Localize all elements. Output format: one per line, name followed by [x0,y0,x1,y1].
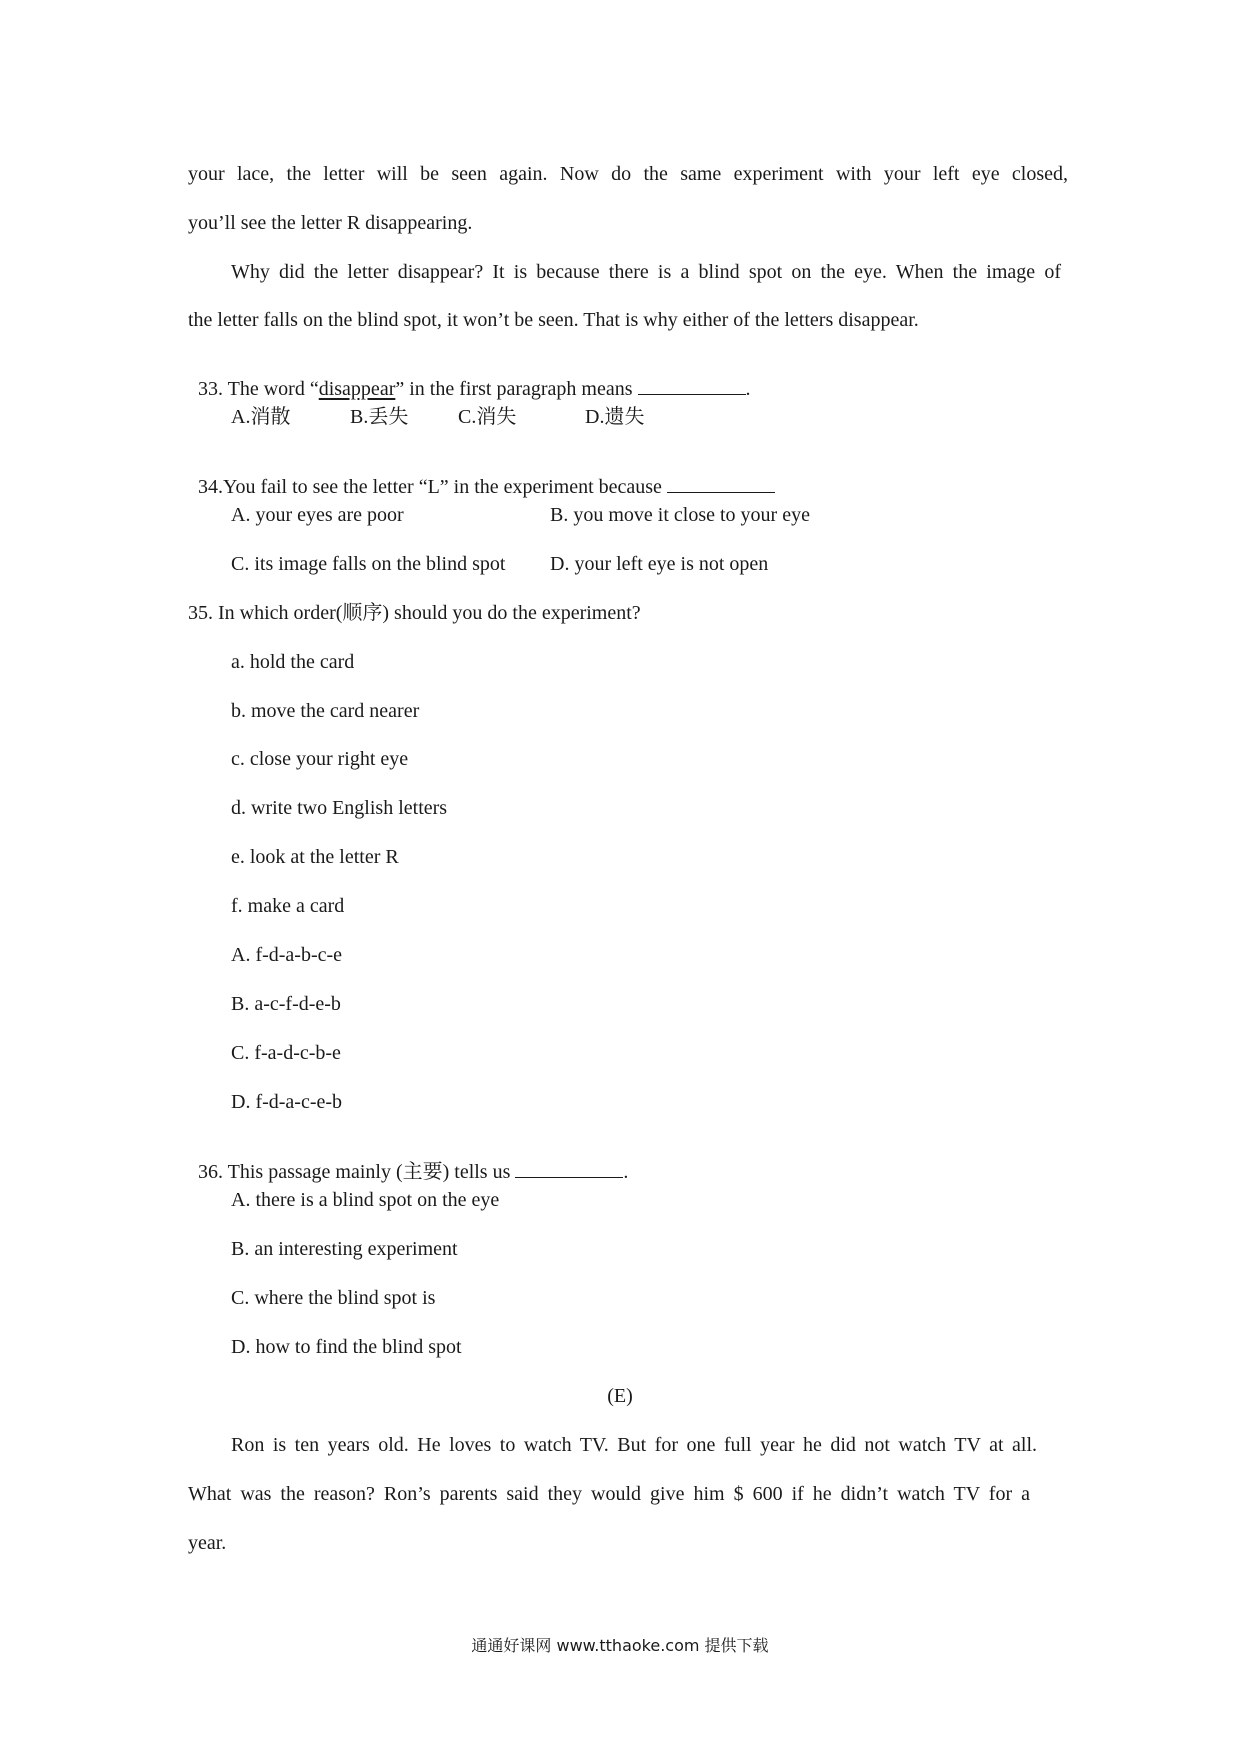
question-36-text: 36. This passage mainly (主要) tells us [198,1161,516,1183]
option-33-c: C.消失 [458,406,517,428]
option-35-d: D. f-d-a-c-e-b [231,1091,343,1113]
option-35-c: C. f-a-d-c-b-e [231,1042,341,1064]
question-34-text: 34.You fail to see the letter “L” in the experiment because [198,476,667,498]
option-34-c: C. its image falls on the blind spot [231,553,506,575]
paragraph-line: What was the reason? Ron’s parents said they would give him $ 600 if he didn’t watch TV for a [188,1483,1030,1505]
step-item: b. move the card nearer [231,700,420,722]
option-34-d: D. your left eye is not open [550,553,769,575]
section-heading: (E) [607,1385,633,1407]
paragraph-line: you’ll see the letter R disappearing. [188,212,473,234]
question-33-end: . [745,378,751,400]
option-33-b: B.丢失 [350,406,409,428]
paragraph-line: your lace, the letter will be seen again. Now do the same experiment with your left eye closed, [188,163,1068,185]
question-33-prefix: 33. The word “ [198,378,319,400]
option-36-b: B. an interesting experiment [231,1238,458,1260]
paragraph-line: Ron is ten years old. He loves to watch TV. But for one full year he did not watch TV at all. [231,1434,1037,1456]
option-34-b: B. you move it close to your eye [550,504,810,526]
option-33-d: D.遗失 [585,406,645,428]
step-item: e. look at the letter R [231,846,399,868]
page-footer: 通通好课网 www.tthaoke.com 提供下载 [471,1636,769,1655]
option-36-d: D. how to find the blind spot [231,1336,462,1358]
option-35-b: B. a-c-f-d-e-b [231,993,341,1015]
step-item: c. close your right eye [231,748,409,770]
answer-blank [515,1161,623,1178]
option-33-a: A.消散 [231,406,291,428]
option-35-a: A. f-d-a-b-c-e [231,944,343,966]
paragraph-line: Why did the letter disappear? It is because there is a blind spot on the eye. When the image of [231,261,1061,283]
question-33 [188,358,751,399]
step-item: d. write two English letters [231,797,448,819]
option-34-a: A. your eyes are poor [231,504,404,526]
question-36-end: . [623,1161,629,1183]
question-34 [188,456,775,497]
question-33-word: disappear [318,378,396,400]
step-item: a. hold the card [231,651,355,673]
question-35: 35. In which order(顺序) should you do the experiment? [188,602,641,624]
answer-blank [667,476,775,493]
question-33-suffix: ” in the first paragraph means [395,378,638,400]
option-36-c: C. where the blind spot is [231,1287,436,1309]
question-36 [188,1141,628,1182]
option-36-a: A. there is a blind spot on the eye [231,1189,500,1211]
paragraph-line: the letter falls on the blind spot, it won’t be seen. That is why either of the letters disappear. [188,309,919,331]
step-item: f. make a card [231,895,345,917]
answer-blank [638,378,746,395]
paragraph-line: year. [188,1532,227,1554]
